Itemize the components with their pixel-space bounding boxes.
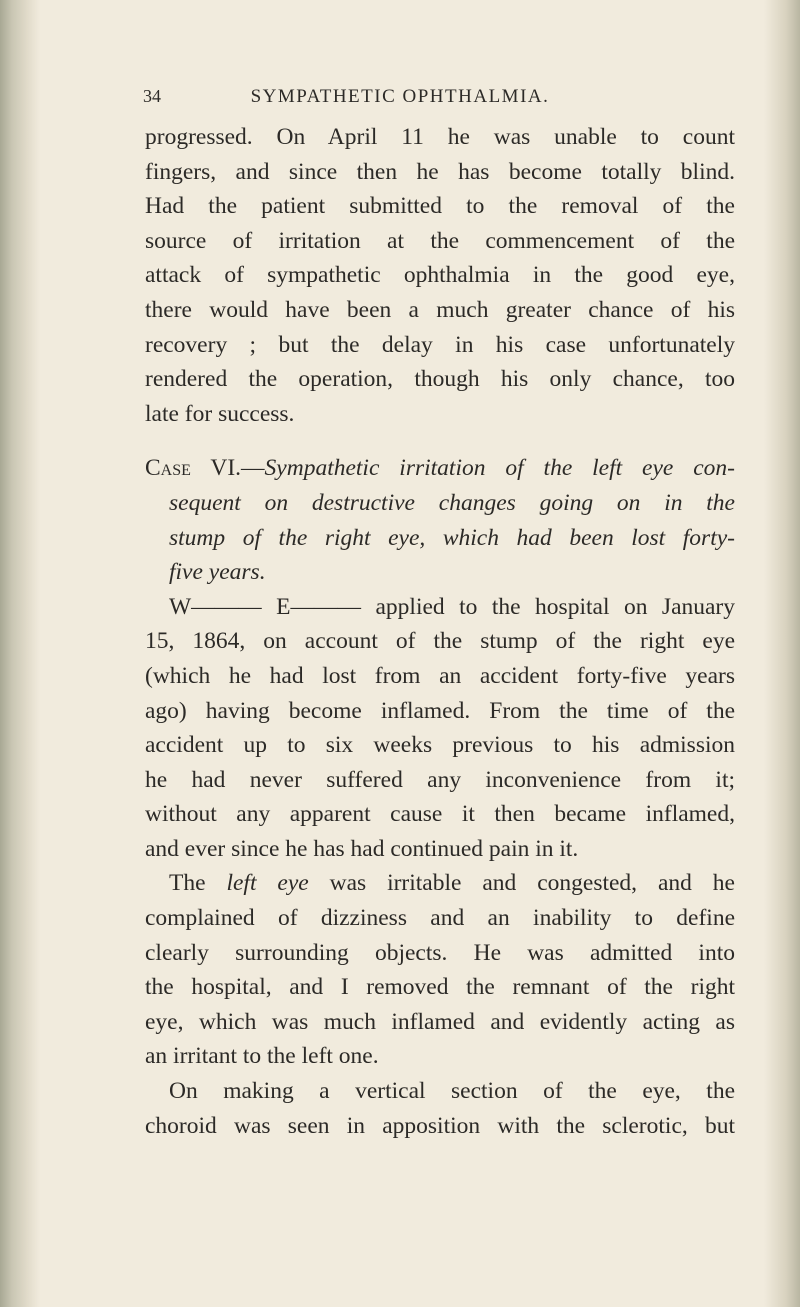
case-heading-line (145, 486, 735, 521)
text-line: attack of sympathetic ophthalmia in the good eye, (145, 262, 735, 289)
text-line: fingers, and since then he has become totally blind. (145, 158, 735, 185)
text-line: the hospital, and I removed the remnant of the right (145, 974, 735, 1001)
text-line: there would have been a much greater chance of his (145, 296, 735, 323)
case-dash: — (241, 455, 265, 482)
text-line: complained of dizziness and an inability to define (145, 905, 735, 932)
text-line: without any apparent cause it then became inflamed, (145, 801, 735, 828)
case-title-text: five years. (169, 559, 266, 586)
text-line: choroid was seen in apposition with the sclerotic, but (145, 1112, 735, 1139)
case-heading-line (145, 555, 735, 590)
text-line: W——— E——— applied to the hospital on January (169, 593, 735, 620)
case-title-text: sequent on destructive changes going on in the (169, 489, 735, 516)
text-line: and ever since he has had continued pain in it. (145, 835, 579, 862)
running-head: SYMPATHETIC OPHTHALMIA. (250, 86, 550, 107)
case-label: Case VI. (145, 455, 242, 482)
page-number: 34 (143, 86, 161, 106)
text-line: progressed. On April 11 he was unable to count (145, 124, 735, 150)
case-heading-line (145, 521, 735, 556)
page-binding-shadow-left (0, 0, 40, 1307)
text-line: he had never suffered any inconvenience from it; (145, 766, 735, 793)
case-title-text: stump of the right eye, which had been lost forty- (169, 524, 735, 551)
italic-run: left eye (226, 870, 309, 897)
text-line: (which he had lost from an accident forty-five years (145, 662, 735, 689)
text-line: 15, 1864, on account of the stump of the right eye (145, 628, 735, 655)
text-line: accident up to six weeks previous to his admission (145, 732, 735, 759)
page-edge-shadow-right (764, 0, 800, 1307)
text-line: late for success. (145, 400, 295, 427)
text-line: an irritant to the left one. (145, 1043, 379, 1070)
text-line: rendered the operation, though his only chance, too (145, 366, 735, 393)
body-text (145, 120, 735, 1143)
text-line: recovery ; but the delay in his case unfortunately (145, 331, 735, 358)
text-line: eye, which was much inflamed and evidently acting as (145, 1008, 735, 1035)
text-run: was irritable and congested, and he (308, 870, 735, 897)
text-line: ago) having become inflamed. From the time of the (145, 697, 735, 724)
section-gap (145, 431, 735, 451)
text-line: source of irritation at the commencement of the (145, 227, 735, 254)
text-run: The (169, 870, 227, 897)
case-title-text: Sympathetic irritation of the left eye con- (264, 455, 735, 482)
text-line (145, 866, 735, 901)
case-heading-line (145, 451, 735, 486)
text-line: clearly surrounding objects. He was admitted into (145, 939, 735, 966)
text-line: On making a vertical section of the eye, the (169, 1078, 735, 1105)
text-line: Had the patient submitted to the removal of the (145, 193, 735, 220)
